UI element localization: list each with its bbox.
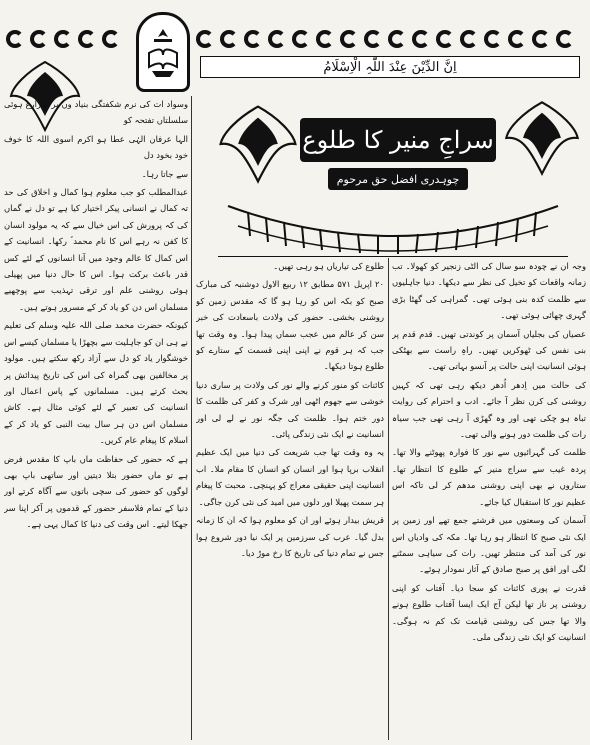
floral-ornament-icon: [500, 96, 584, 180]
arabic-calligraphy-arch-icon: [218, 196, 568, 257]
ornamental-border-right: [196, 28, 586, 50]
article-column-middle: [196, 258, 384, 740]
paragraph: سے جاتا رہا۔: [141, 168, 188, 179]
ornamental-border-left: [6, 28, 126, 50]
paragraph: کیونکہ حضرت محمد صلی اللہ علیہ وسلم کی تعلیم نے ہی ان کو جاہلیت سے بچھڑا یا مسلمان کیسے اس خوشگوار یاد کو دل سے آزاد رکھ سکتے ہیں۔ مولود پر مخالفین بھی گمراہ کی اس کی تاریخ پیدائش پر بحث کرتے ہیں۔ مسلمانوں کے پاس اعمال اور انسانیت کی تعبیر کے لئے کوئی مثال ہے۔ کاش مسلمان اس دن ہر سال بیت النبی کو یاد کر کے اسلام کا پیغام عام کریں۔: [4, 320, 188, 446]
paragraph: طلوع کی تیاریاں ہو رہی تھیں۔: [273, 261, 384, 271]
paragraph: وجہ ان نے چودہ سو سال کی الٹی زنجیر کو کھولا۔ تب زمانہ واقعات کو تخیل کی نظر سے دیکھا۔ دنیا جاہلیوں سے ظلمت کدہ بنی ہوئی تھی۔ گمراہی کی گھٹا بڑی گہری چھائی ہوئی تھی۔: [392, 261, 586, 321]
quran-book-emblem-icon: [136, 12, 190, 92]
paragraph: وسواد ات کی نرم شکفتگی بنیاد وں پر شرارع ہوئی سلسلتاں تفتحہ کو: [4, 99, 188, 126]
article-column-left: [4, 96, 188, 740]
quranic-verse-banner: اِنَّ الدِّیْنَ عِنْدَ اللّٰہِ الْاِسْلَامُ: [200, 56, 580, 78]
paragraph: عصیاں کی بجلیاں آسمان پر کوندتی تھیں۔ قدم قدم پر بنی نفس کی ٹھوکریں تھیں۔ راہِ راست سے بھٹکی ہوئی انسانیت اپنی حالت پر آنسو بہاتی تھی۔: [392, 328, 586, 372]
paragraph: ہے کہ حضور کی حفاظت ماں باپ کا مقدس فرض ہے تو ماں حضور بتلا دیتیں اور ساتھی باپ بھی لوگوں کو حضور کی سچی باتوں سے آگاہ کرتے اور دنیا کے تمام فلاسفر حضور کے قدموں پر آکر اپنا سر جھکا لیتے۔ اس وقت کی دنیا کا کمال یہی ہے۔: [4, 453, 188, 530]
column-divider: [388, 258, 389, 740]
paragraph: قریش بیدار ہوئے اور ان کو معلوم ہوا کہ ان کا زمانہ بدل گیا۔ عرب کی سرزمین پر ایک نیا دور شروع ہوا جس نے تمام دنیا کی تاریخ کا رخ موڑ دیا۔: [196, 515, 384, 558]
column-divider: [191, 96, 192, 740]
paragraph: ظلمت کی گہرائیوں سے نور کا فوارہ پھوٹنے والا تھا۔ پردہ غیب سے سراج منیر کے طلوع کا انتظار تھا۔ ستاروں نے بھی اپنی روشنی مدھم کر لی تاکہ اس عظیم نور کا استقبال کیا جائے۔: [392, 447, 586, 507]
article-author: چوہدری افضل حق مرحوم: [328, 168, 468, 190]
paragraph: ۲۰ اپریل ۵۷۱ مطابق ۱۲ ربیع الاول دوشنبہ کی مبارک صبح کو بکہ اس کو رہا ہو گا کہ مقدس زمین کو روشنی بخشی۔ حضور کی ولادت باسعادت کی خبر سن کر عالم میں عجب سماں پیدا ہوا۔ وہ وقت تھا جب کہ ہر قوم نے اپنی اپنی قسمت کے ستارے کو طلوع ہوتا دیکھا۔: [196, 279, 384, 372]
article-title: سراجِ منیر کا طلوع: [300, 118, 496, 162]
paragraph: یہ وہ وقت تھا جب شریعت کی دنیا میں ایک عظیم انقلاب برپا ہوا اور انسان کو انسان کا مقام ملا۔ اب انسانیت اپنی حقیقی معراج کو پہنچی۔ محبت کا پیغام ہر سمت پھیلا اور دلوں میں امید کی نئی کرن جاگی۔: [196, 447, 384, 507]
paragraph: عبدالمطلب کو جب معلوم ہوا کمال و اخلاق کی حد تہ کمال نے انسانی پیکر اختیار کیا ہے تو دل نے گماں کی کہ پرورش کی اس خیال سے کہ یہ مولود انسان کا کفن نہ رہے اس کا نام محمد ؐ رکھا۔ انسانیت کے اس کمال کا عالم وجود میں آنا انسانوں کے لئے کس قدر باعث برکت ہوا۔ اس کا حال دنیا میں پھیلی ہوئی روشنی علم اور ترقی تہذیب سے پوچھیے مسلمان اس دن کو یاد کر کے مسرور ہوتے ہیں۔: [4, 187, 188, 312]
paragraph: کائنات کو منور کرنے والے نور کی ولادت پر ساری دنیا خوشی سے جھوم اٹھی اور شرک و کفر کی ظلمت کا دور ختم ہوا۔ ظلمت کی جگہ نور نے لے لی اور انسانیت نے ایک نئی زندگی پائی۔: [196, 379, 384, 440]
article-column-right: [392, 258, 586, 740]
floral-ornament-icon: [214, 100, 302, 188]
paragraph: کی حالت میں اِدھر اُدھر دیکھ رہی تھی کہ کہیں روشنی کی کرن نظر آ جائے۔ ادب و احترام کی روایت تباہ ہو چکی تھی اور وہ گھڑی آ رہی تھی جب سیاہ رات کی ظلمت دور ہونے والی تھی۔: [392, 379, 586, 440]
paragraph: آسمان کی وسعتوں میں فرشتے جمع تھے اور زمین پر ایک نئی صبح کا انتظار ہو رہا تھا۔ مکہ کی وادیاں اس نور کی آمد کی منتظر تھیں۔ رات کی سیاہی سمٹنے لگی اور افق پر صبح صادق کے آثار نمودار ہوئے۔: [392, 515, 586, 575]
paragraph: الہا عرفان الہٰی عطا ہو اکرم اسوی اللہ کا خوف خود بخود دل: [4, 133, 188, 161]
article-title-banner: [300, 118, 496, 196]
paragraph: قدرت نے پوری کائنات کو سجا دیا۔ آفتاب کو اپنی روشنی پر ناز تھا لیکن آج ایک ایسا آفتاب طلوع ہونے والا تھا جس کی روشنی قیامت تک کم نہ ہوگی۔ انسانیت کو ایک نئی زندگی ملی۔: [392, 582, 586, 642]
